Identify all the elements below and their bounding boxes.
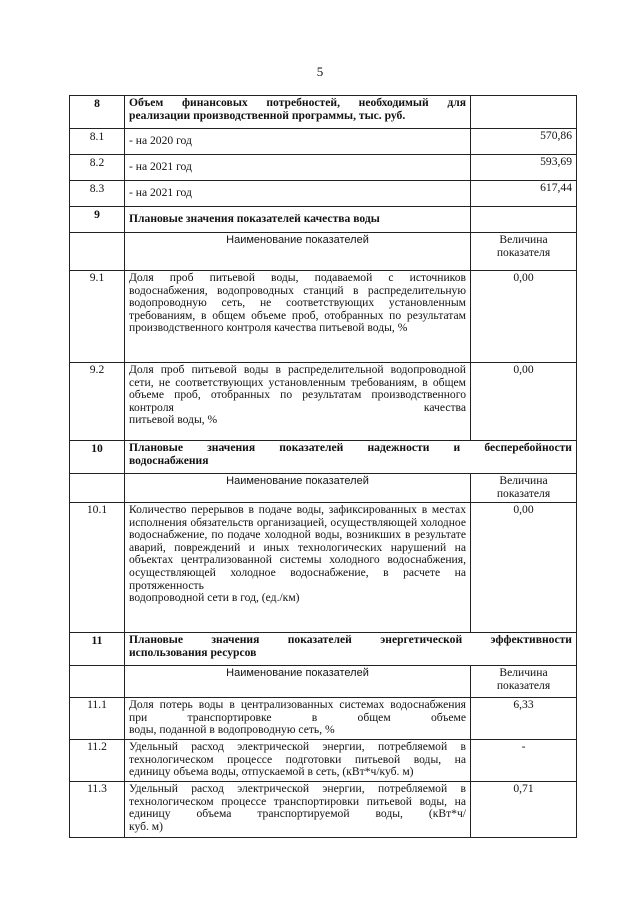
row-number: 9.2 [70,363,125,441]
page-number: 5 [316,64,324,79]
row-value: 0,00 [471,503,577,633]
section-9-header [70,207,577,233]
column-header-row [70,666,577,698]
row-value: 6,33 [471,698,577,740]
section-10-header [70,441,577,474]
section-title: Объем финансовых потребностей, необходимый для реализации производственной программы, тыс. руб. [125,96,471,129]
row-label: - на 2021 год [125,155,471,181]
table-row [70,782,577,838]
section-number: 9 [70,207,125,233]
column-header-value: Величина показателя [471,666,577,698]
row-label: Количество перерывов в подаче воды, зафиксированных в местах исполнения обязательств организацией, осуществляющей холодное водоснабжение, по подаче холодной воды, возникших в результате аварий, повреждений и иных технологических нарушений на объектах централизованной системы холодного водоснабжения, осуществляющей холодное водоснабжение, в расчете на протяженность водопроводной сети в год, (ед./км) [125,503,471,633]
section-11-header [70,633,577,666]
row-number: 11.1 [70,698,125,740]
section-title: Плановые значения показателей надежности и бесперебойности водоснабжения [125,441,577,474]
row-label: - на 2020 год [125,129,471,155]
row-label: Доля проб питьевой воды, подаваемой с источников водоснабжения, водопроводных станций в распределительную водопроводную сеть, не соответствующих установленным требованиям, в общем объеме проб, отобранных по результатам производственного контроля качества питьевой воды, % [125,271,471,363]
table-row [70,129,577,155]
table-row [70,181,577,207]
row-value: 0,00 [471,363,577,441]
indicators-table [69,95,577,838]
section-number: 10 [70,441,125,474]
row-label: - на 2021 год [125,181,471,207]
column-header-value: Величина показателя [471,474,577,503]
row-number: 8.3 [70,181,125,207]
column-header-row [70,474,577,503]
row-number: 8.2 [70,155,125,181]
row-number: 8.1 [70,129,125,155]
table-row [70,503,577,633]
table-row [70,363,577,441]
row-value: 617,44 [471,181,577,207]
row-label: Удельный расход электрической энергии, потребляемой в технологическом процессе подготовки питьевой воды, на единицу объема воды, отпускаемой в сеть, (кВт*ч/куб. м) [125,740,471,782]
column-header-name: Наименование показателей [125,666,471,698]
section-8-header [70,96,577,129]
row-value: 0,71 [471,782,577,838]
section-number: 8 [70,96,125,129]
row-label: Удельный расход электрической энергии, потребляемой в технологическом процессе транспортировки питьевой воды, на единицу объема транспортируемой воды, (кВт*ч/ куб. м) [125,782,471,838]
section-number: 11 [70,633,125,666]
table-row [70,740,577,782]
row-label: Доля проб питьевой воды в распределительной водопроводной сети, не соответствующих установленным требованиям, в общем объеме проб, отобранных по результатам производственного контроля качества питьевой воды, % [125,363,471,441]
section-title: Плановые значения показателей энергетической эффективности использования ресурсов [125,633,577,666]
table-row [70,271,577,363]
row-value: 570,86 [471,129,577,155]
row-number: 10.1 [70,503,125,633]
table-row [70,155,577,181]
row-label: Доля потерь воды в централизованных системах водоснабжения при транспортировке в общем объеме воды, поданной в водопроводную сеть, % [125,698,471,740]
column-header-name: Наименование показателей [125,474,471,503]
row-value: 593,69 [471,155,577,181]
row-number: 11.3 [70,782,125,838]
row-number: 9.1 [70,271,125,363]
row-value: 0,00 [471,271,577,363]
section-title: Плановые значения показателей качества воды [125,207,471,233]
row-number: 11.2 [70,740,125,782]
column-header-row [70,233,577,271]
column-header-name: Наименование показателей [125,233,471,271]
column-header-value: Величина показателя [471,233,577,271]
table-row [70,698,577,740]
row-value: - [471,740,577,782]
